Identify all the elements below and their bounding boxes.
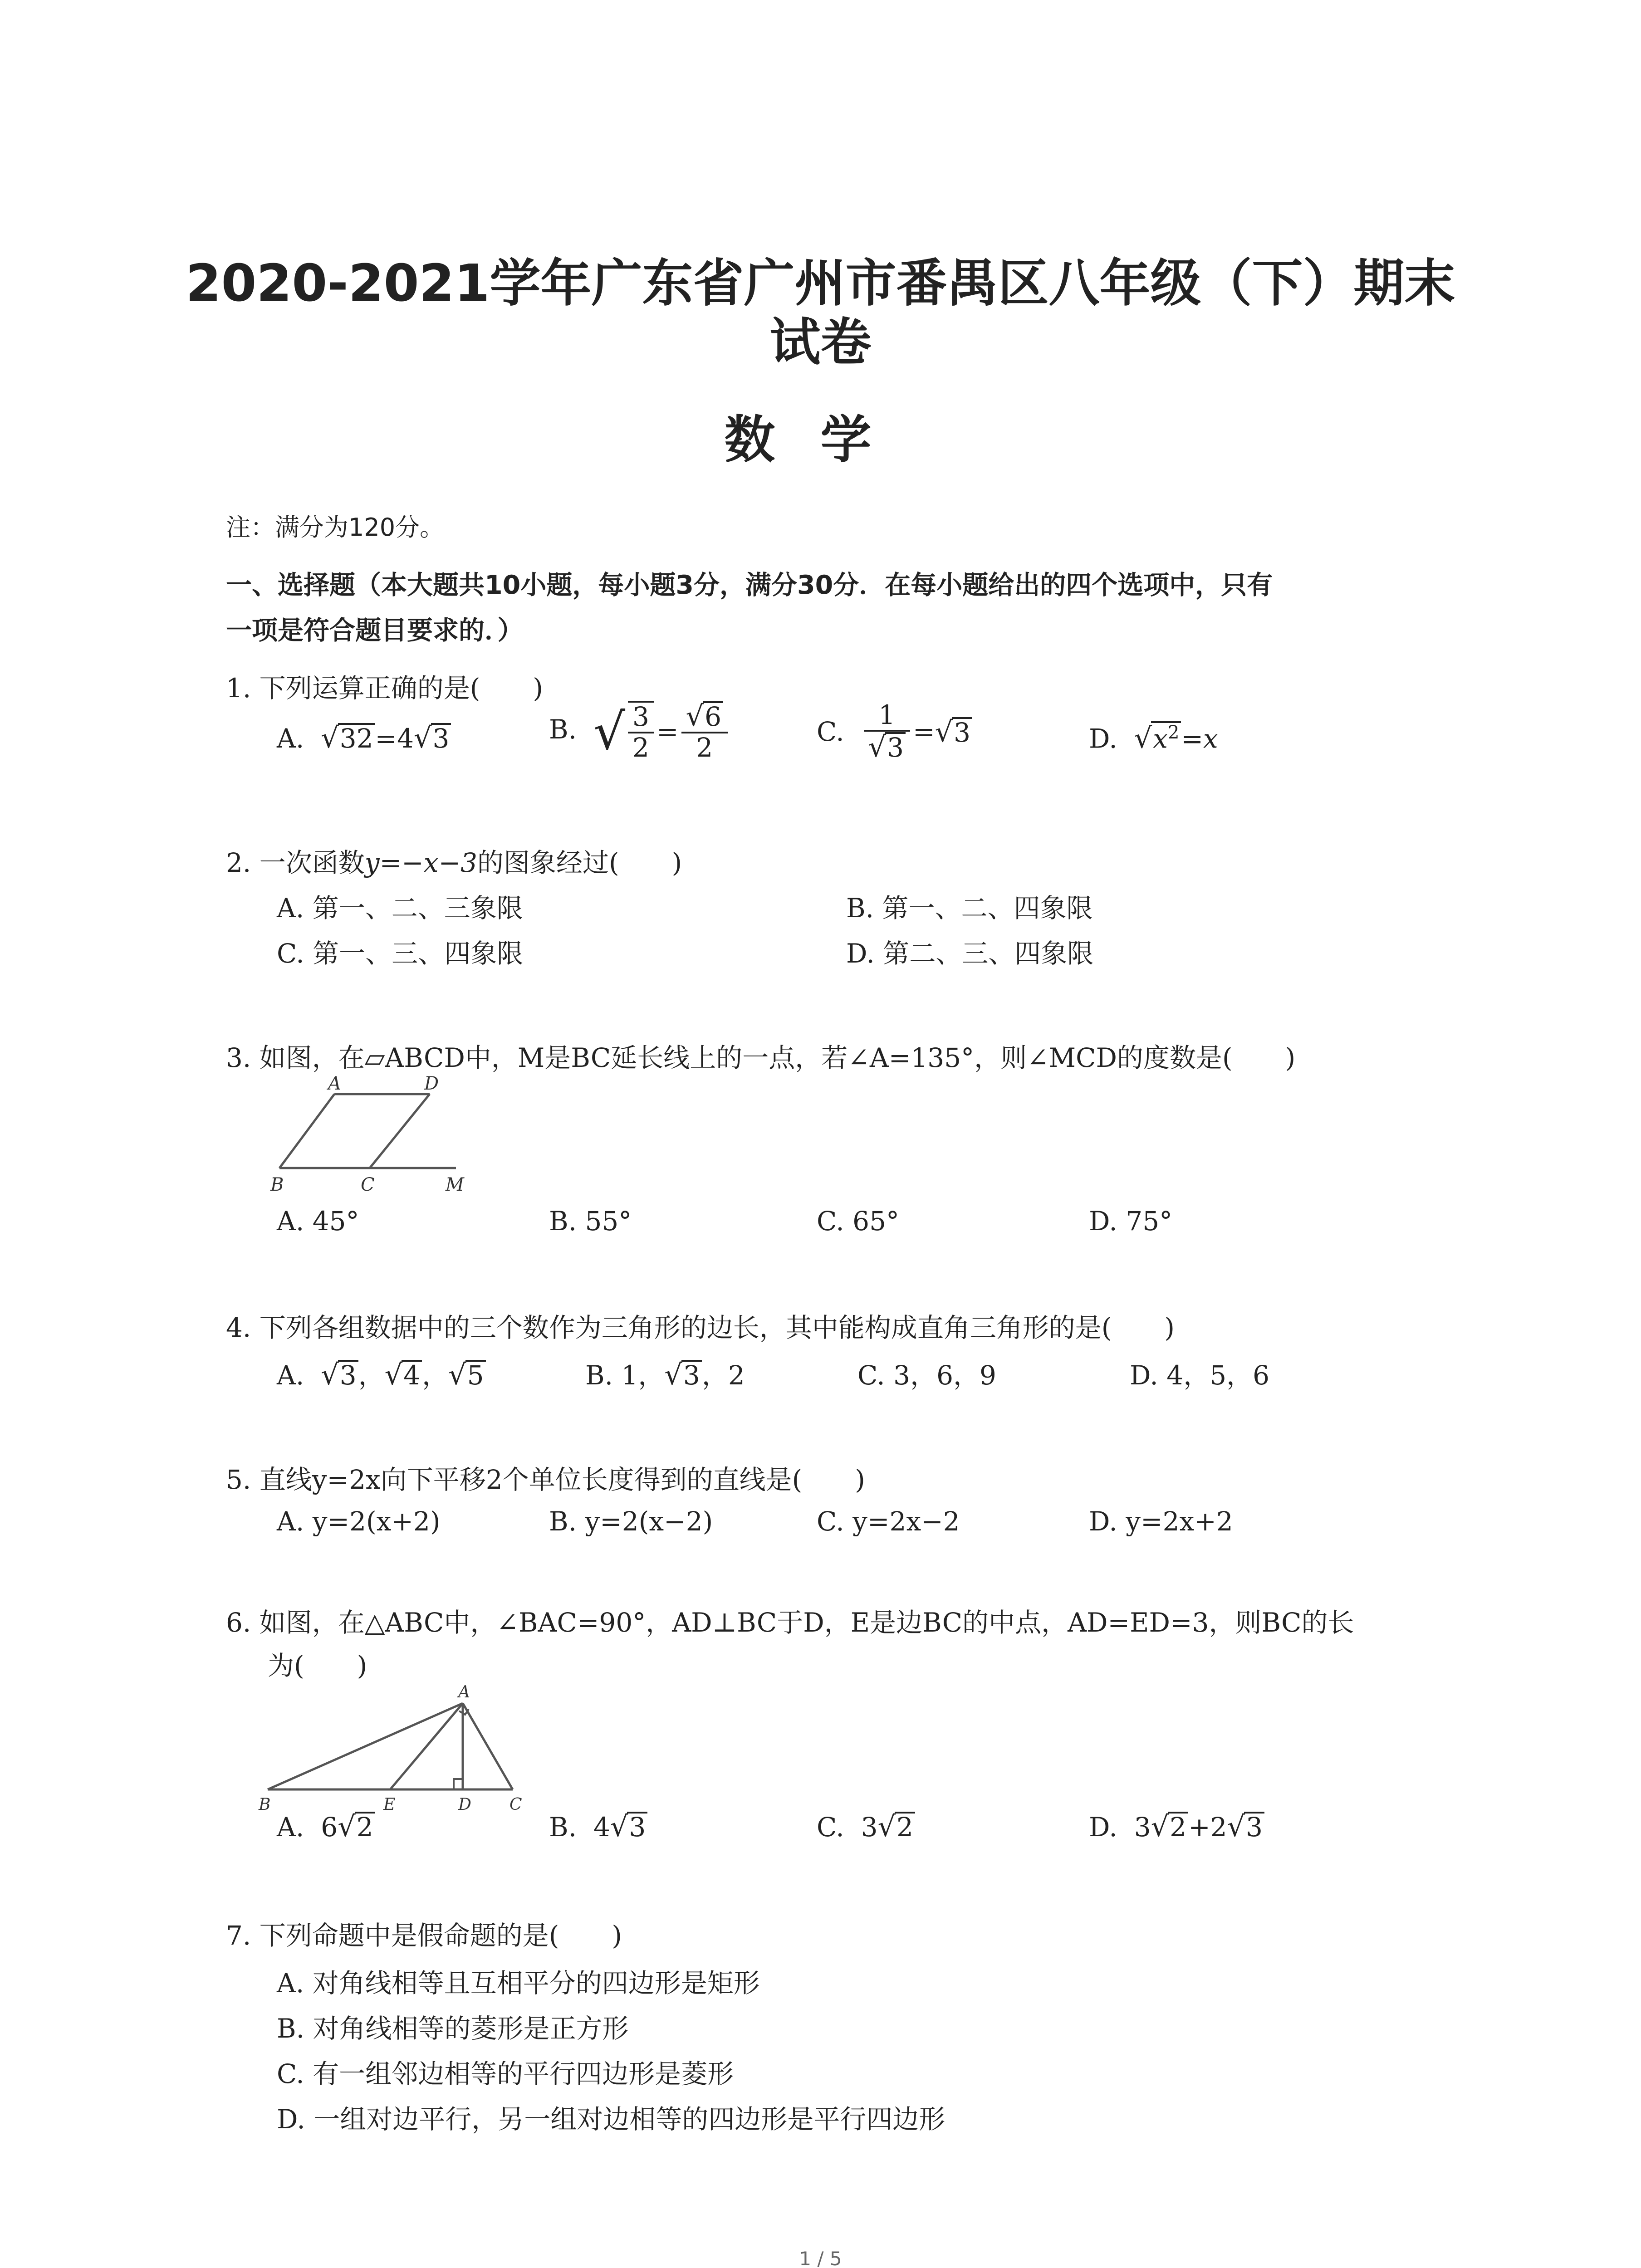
question-5-option-a: A. y=2(x+2) bbox=[277, 1506, 441, 1537]
question-1-option-b bbox=[549, 701, 730, 763]
radicand: 6 bbox=[703, 701, 723, 731]
segment-ae bbox=[390, 1703, 463, 1789]
point-label-m: M bbox=[446, 1174, 464, 1195]
question-2-option-a: A. 第一、二、三象限 bbox=[277, 893, 523, 924]
radicand: 2 bbox=[1168, 1812, 1188, 1841]
plus-term: +2 bbox=[1188, 1812, 1227, 1843]
radical-sign: √ bbox=[686, 699, 704, 733]
coefficient: 3 bbox=[1134, 1812, 1151, 1843]
option-label: C. bbox=[817, 1812, 844, 1843]
section-heading-line1: 一、选择题（本大题共10小题，每小题3分，满分30分．在每小题给出的四个选项中，只有 bbox=[226, 570, 1273, 600]
subject-heading: 数学 bbox=[724, 411, 917, 469]
question-7-option-c: C. 有一组邻边相等的平行四边形是菱形 bbox=[277, 2058, 734, 2089]
fraction bbox=[864, 701, 910, 763]
question-4-option-c: C. 3，6，9 bbox=[857, 1360, 996, 1391]
segment-dc bbox=[370, 1094, 430, 1168]
option-label: C. bbox=[817, 716, 844, 747]
radicand: 3 bbox=[681, 1360, 702, 1389]
numerator bbox=[681, 701, 728, 733]
radical-sign: √ bbox=[1227, 1810, 1245, 1843]
vertex-label-a: A bbox=[458, 1683, 470, 1701]
radicand: 5 bbox=[465, 1360, 486, 1389]
question-3-option-b: B. 55° bbox=[549, 1206, 632, 1237]
equals-text: = bbox=[913, 716, 935, 747]
question-4-option-d: D. 4，5，6 bbox=[1130, 1360, 1270, 1391]
question-6-stem-line2: 为( ) bbox=[268, 1650, 367, 1681]
radicand: 3 bbox=[952, 717, 972, 747]
radical-sign: √ bbox=[321, 721, 339, 754]
option-label: B. bbox=[549, 714, 577, 745]
radical-sign: √ bbox=[877, 1810, 896, 1843]
question-5-option-c: C. y=2x−2 bbox=[817, 1506, 960, 1537]
question-2-option-d: D. 第二、三、四象限 bbox=[846, 938, 1094, 969]
radical-sign: √ bbox=[414, 721, 432, 754]
exam-title-line2: 试卷 bbox=[769, 313, 872, 372]
option-label: D. bbox=[1089, 1812, 1117, 1843]
radical-sign: √ bbox=[868, 730, 887, 763]
radical-sign: √ bbox=[593, 703, 626, 761]
question-2-option-c: C. 第一、三、四象限 bbox=[277, 938, 524, 969]
point-label-e: E bbox=[383, 1795, 396, 1814]
question-5-option-b: B. y=2(x−2) bbox=[549, 1506, 713, 1537]
equals-text: = bbox=[656, 716, 679, 747]
question-6-option-c bbox=[817, 1810, 915, 1843]
question-6-option-a bbox=[277, 1810, 375, 1843]
coefficient: 4 bbox=[593, 1812, 610, 1843]
question-6-option-d bbox=[1089, 1810, 1264, 1843]
radical-sign: √ bbox=[664, 1358, 682, 1391]
segment-ab bbox=[268, 1703, 463, 1789]
equals-text: =4 bbox=[375, 723, 414, 754]
page-number: 1 / 5 bbox=[799, 2248, 842, 2268]
point-label-d: D bbox=[458, 1795, 471, 1814]
option-label: A. bbox=[277, 723, 304, 754]
question-3-option-c: C. 65° bbox=[817, 1206, 899, 1237]
radical-sign: √ bbox=[935, 715, 953, 748]
segment-ab bbox=[279, 1094, 334, 1168]
question-1-option-c bbox=[817, 701, 972, 763]
fraction bbox=[628, 701, 654, 763]
equals-text: =x bbox=[1181, 723, 1218, 754]
vertex-label-b: B bbox=[259, 1795, 271, 1814]
question-2-option-b: B. 第一、二、四象限 bbox=[846, 893, 1093, 924]
radical-sign: √ bbox=[384, 1358, 403, 1391]
option-label: B. 1， bbox=[585, 1360, 665, 1391]
radicand: 2 bbox=[895, 1812, 915, 1841]
vertex-label-a: A bbox=[328, 1075, 341, 1094]
vertex-label-b: B bbox=[270, 1174, 284, 1195]
question-7-option-b: B. 对角线相等的菱形是正方形 bbox=[277, 2013, 629, 2044]
vertex-label-c: C bbox=[361, 1174, 375, 1195]
exam-title-line1: 2020-2021学年广东省广州市番禺区八年级（下）期末 bbox=[186, 254, 1455, 313]
radical-sign: √ bbox=[610, 1810, 628, 1843]
option-label: A. bbox=[277, 1360, 304, 1391]
question-4-option-a bbox=[277, 1354, 486, 1392]
denominator: 2 bbox=[696, 732, 713, 763]
radicand: 4 bbox=[402, 1360, 422, 1389]
radicand: 3 bbox=[627, 1812, 647, 1841]
coefficient: 3 bbox=[861, 1812, 878, 1843]
question-1-option-a bbox=[277, 721, 451, 754]
triangle-figure bbox=[254, 1678, 535, 1819]
question-7-stem: 7. 下列命题中是假命题的是( ) bbox=[226, 1920, 622, 1951]
score-note: 注：满分为120分。 bbox=[226, 513, 445, 542]
stem-text: 2. 一次函数 bbox=[226, 847, 365, 878]
question-1-stem: 1. 下列运算正确的是( ) bbox=[226, 673, 544, 704]
function-expression: y=−x−3 bbox=[364, 847, 477, 878]
exponent: 2 bbox=[1167, 722, 1180, 743]
radicand bbox=[1151, 721, 1181, 753]
base: x bbox=[1153, 723, 1168, 754]
radicand: 3 bbox=[431, 723, 451, 753]
right-angle-mark-d bbox=[454, 1779, 463, 1789]
question-4-option-b bbox=[585, 1354, 745, 1392]
question-3-option-d: D. 75° bbox=[1089, 1206, 1173, 1237]
separator: ， bbox=[358, 1360, 385, 1391]
question-2-stem bbox=[226, 841, 682, 880]
option-label: B. bbox=[549, 1812, 577, 1843]
separator: ， bbox=[422, 1360, 449, 1391]
radical-sign: √ bbox=[1134, 721, 1152, 755]
section-heading bbox=[226, 562, 1451, 653]
fraction bbox=[681, 701, 728, 763]
numerator: 1 bbox=[864, 701, 910, 732]
radical-expression bbox=[935, 717, 972, 748]
question-3-option-a: A. 45° bbox=[277, 1206, 359, 1237]
option-label: D. bbox=[1089, 723, 1117, 754]
radicand: 3 bbox=[885, 732, 906, 762]
question-4-stem: 4. 下列各组数据中的三个数作为三角形的边长，其中能构成直角三角形的是( ) bbox=[226, 1312, 1175, 1343]
radicand: 3 bbox=[338, 1360, 358, 1389]
coefficient: 6 bbox=[321, 1812, 338, 1843]
radical-sign: √ bbox=[448, 1358, 466, 1391]
question-7-option-a: A. 对角线相等且互相平分的四边形是矩形 bbox=[277, 1968, 760, 1999]
radical-sign: √ bbox=[321, 1358, 339, 1391]
vertex-label-c: C bbox=[509, 1795, 522, 1814]
option-text: ，2 bbox=[701, 1360, 745, 1391]
radical-sign: √ bbox=[338, 1810, 356, 1843]
radicand: 3 bbox=[1244, 1812, 1264, 1841]
question-5-option-d: D. y=2x+2 bbox=[1089, 1506, 1233, 1537]
radicand: 2 bbox=[355, 1812, 375, 1841]
segment-ac bbox=[463, 1703, 513, 1789]
parallelogram-figure bbox=[263, 1075, 481, 1202]
vertex-label-d: D bbox=[424, 1075, 439, 1094]
denominator bbox=[864, 732, 910, 763]
denominator: 2 bbox=[632, 732, 649, 763]
radical-sign: √ bbox=[1151, 1810, 1169, 1843]
question-5-stem: 5. 直线y=2x向下平移2个单位长度得到的直线是( ) bbox=[226, 1464, 865, 1495]
section-heading-line2: 一项是符合题目要求的．） bbox=[226, 616, 524, 645]
question-7-option-d: D. 一组对边平行，另一组对边相等的四边形是平行四边形 bbox=[277, 2104, 945, 2135]
numerator: 3 bbox=[628, 703, 654, 733]
question-1-option-d bbox=[1089, 721, 1218, 754]
question-6-stem-line1: 6. 如图，在△ABC中，∠BAC=90°，AD⊥BC于D，E是边BC的中点，AD=ED=3，则BC的长 bbox=[226, 1607, 1354, 1638]
question-6-option-b bbox=[549, 1810, 647, 1843]
stem-text: 的图象经过( ) bbox=[477, 847, 682, 878]
option-label: A. bbox=[277, 1812, 304, 1843]
question-3-stem: 3. 如图，在▱ABCD中，M是BC延长线上的一点，若∠A=135°，则∠MCD的度数是( ) bbox=[226, 1042, 1296, 1073]
radicand: 32 bbox=[338, 723, 375, 753]
